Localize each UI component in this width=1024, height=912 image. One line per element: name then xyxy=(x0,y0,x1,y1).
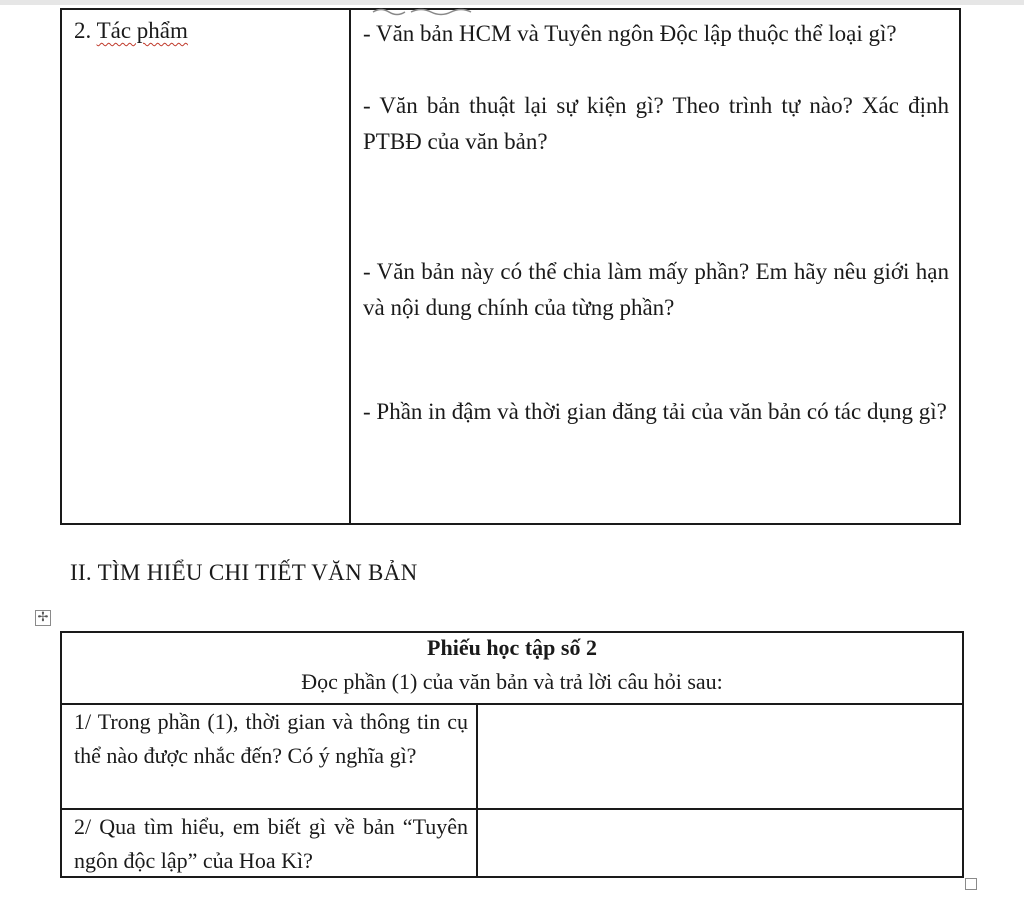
table-works-right-cell[interactable] xyxy=(351,10,959,523)
worksheet-answer-1[interactable] xyxy=(478,705,962,808)
question-genre: - Văn bản HCM và Tuyên ngôn Độc lập thuộc thể loại gì? xyxy=(363,21,897,46)
works-label xyxy=(74,18,188,44)
question-parts: - Văn bản này có thể chia làm mấy phần? Em hãy nêu giới hạn và nội dung chính của từng phần? xyxy=(363,259,949,320)
works-label-underlined: Tác phẩm xyxy=(96,18,188,43)
cropped-text-scribble xyxy=(371,6,491,16)
scribble-graphic xyxy=(371,6,491,16)
table-works xyxy=(60,8,961,525)
table-row xyxy=(62,705,962,810)
worksheet-table xyxy=(60,631,964,878)
page-top-rule xyxy=(0,0,1024,5)
worksheet-header xyxy=(62,633,962,705)
worksheet-answer-2[interactable] xyxy=(478,810,962,876)
table-works-left-cell[interactable] xyxy=(62,10,351,523)
question-bold-part: - Phần in đậm và thời gian đăng tải của văn bản có tác dụng gì? xyxy=(363,399,947,424)
worksheet-instruction: Đọc phần (1) của văn bản và trả lời câu hỏi sau: xyxy=(301,669,723,694)
worksheet-question-2[interactable]: 2/ Qua tìm hiểu, em biết gì về bản “Tuyên ngôn độc lập” của Hoa Kì? xyxy=(62,810,478,876)
table-row xyxy=(62,810,962,876)
worksheet-question-1[interactable]: 1/ Trong phần (1), thời gian và thông tin cụ thể nào được nhắc đến? Có ý nghĩa gì? xyxy=(62,705,478,808)
worksheet-title: Phiếu học tập số 2 xyxy=(427,635,597,660)
move-handle-icon[interactable]: ✢ xyxy=(35,610,51,626)
works-label-prefix: 2. xyxy=(74,18,97,43)
question-event-order: - Văn bản thuật lại sự kiện gì? Theo trình tự nào? Xác định PTBĐ của văn bản? xyxy=(363,93,949,154)
resize-handle-icon[interactable] xyxy=(965,878,977,890)
section-heading: II. TÌM HIỂU CHI TIẾT VĂN BẢN xyxy=(70,560,418,585)
